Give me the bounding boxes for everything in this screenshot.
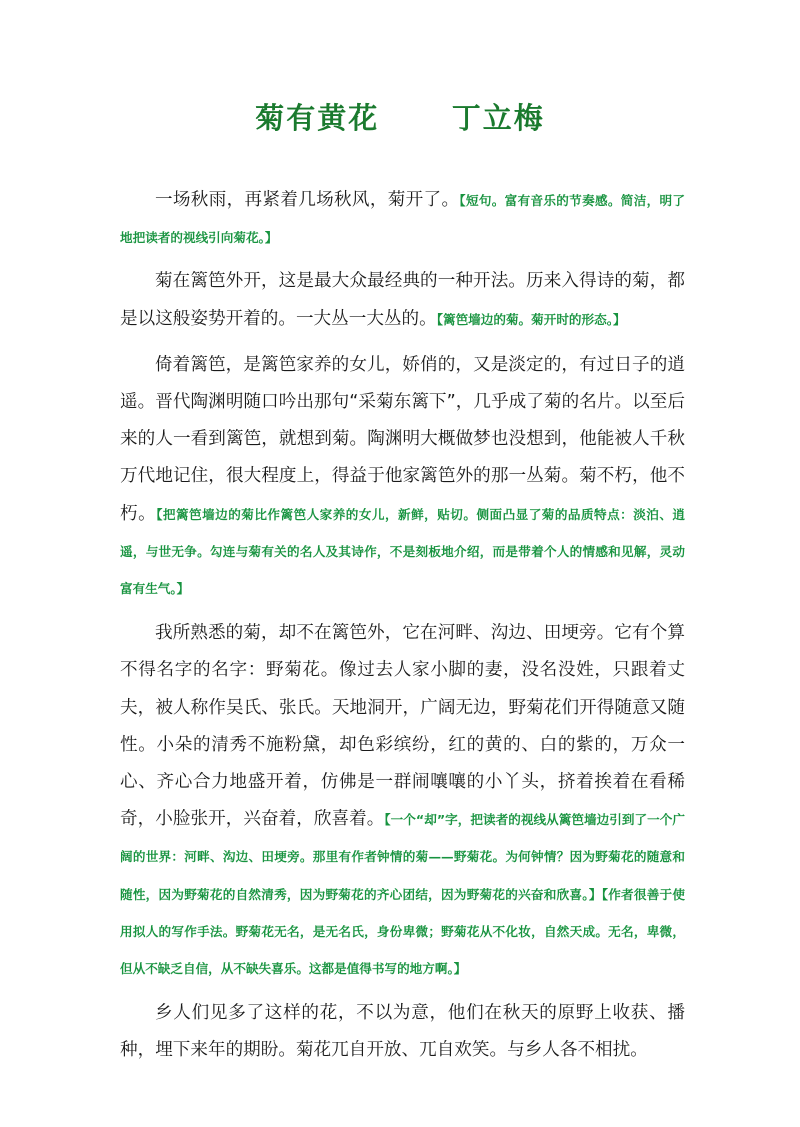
paragraph-4-annotation-2: 【作者很善于使用拟人的写作手法。野菊花无名，是无名氏，身份卑微；野菊花从不化妆，自然天成。无名，卑微，但从不缺乏自信，从不缺失喜乐。这都是值得书写的地方啊。】 <box>120 886 685 977</box>
page-title: 菊有黄花 丁立梅 <box>255 101 545 135</box>
paragraph-1-annotation: 【短句。富有音乐的节奏感。简洁，明了地把读者的视线引向菊花。】 <box>120 193 685 246</box>
paragraph-1-text: 一场秋雨，再紧着几场秋风，菊开了。 <box>155 190 460 210</box>
paragraph-3-text: 倚着篱笆，是篱笆家养的女儿，娇俏的，又是淡定的，有过日子的逍遥。晋代陶渊明随口吟出那句“采菊东篱下”，几乎成了菊的名片。以至后来的人一看到篱笆，就想到菊。陶渊明大概做梦也没想到，他能被人千秋万代地记住，很大程度上，得益于他家篱笆外的那一丛菊。菊不朽，他不朽。 <box>120 354 685 524</box>
paragraph-1 <box>120 182 685 256</box>
article-body <box>120 182 685 1070</box>
paragraph-4-annotation-1: 【一个“却”字，把读者的视线从篱笆墙边引到了一个广阔的世界：河畔、沟边、田埂旁。那里有作者钟情的菊——野菊花。为何钟情？因为野菊花的随意和随性，因为野菊花的自然清秀，因为野菊花的齐心团结，因为野菊花的兴奋和欣喜。】 <box>120 812 685 902</box>
paragraph-2-text: 菊在篱笆外开，这是最大众最经典的一种开法。历来入得诗的菊，都是以这般姿势开着的。一大丛一大丛的。 <box>120 271 685 329</box>
paragraph-3-annotation: 【把篱笆墙边的菊比作篱笆人家养的女儿，新鲜，贴切。侧面凸显了菊的品质特点：淡泊、逍遥，与世无争。勾连与菊有关的名人及其诗作，不是刻板地介绍，而是带着个人的情感和见解，灵动富有生气。】 <box>120 506 685 597</box>
paragraph-2-annotation: 【篱笆墙边的菊。菊开时的形态。】 <box>436 311 626 327</box>
paragraph-4-text: 我所熟悉的菊，却不在篱笆外，它在河畔、沟边、田埂旁。它有个算不得名字的名字：野菊花。像过去人家小脚的妻，没名没姓，只跟着丈夫，被人称作吴氏、张氏。天地洞开，广阔无边，野菊花们开得随意又随性。小朵的清秀不施粉黛，却色彩缤纷，红的黄的、白的紫的，万众一心、齐心合力地盛开着，仿佛是一群闹嚷嚷的小丫头，挤着挨着在看稀奇，小脸张开，兴奋着，欣喜着。 <box>120 623 685 830</box>
paragraph-5 <box>120 995 685 1069</box>
paragraph-5-text: 乡人们见多了这样的花，不以为意，他们在秋天的原野上收获、播种，埋下来年的期盼。菊花兀自开放、兀自欢笑。与乡人各不相扰。 <box>120 1003 685 1061</box>
paragraph-2 <box>120 263 685 337</box>
paragraph-3 <box>120 347 685 607</box>
paragraph-4 <box>120 615 685 987</box>
